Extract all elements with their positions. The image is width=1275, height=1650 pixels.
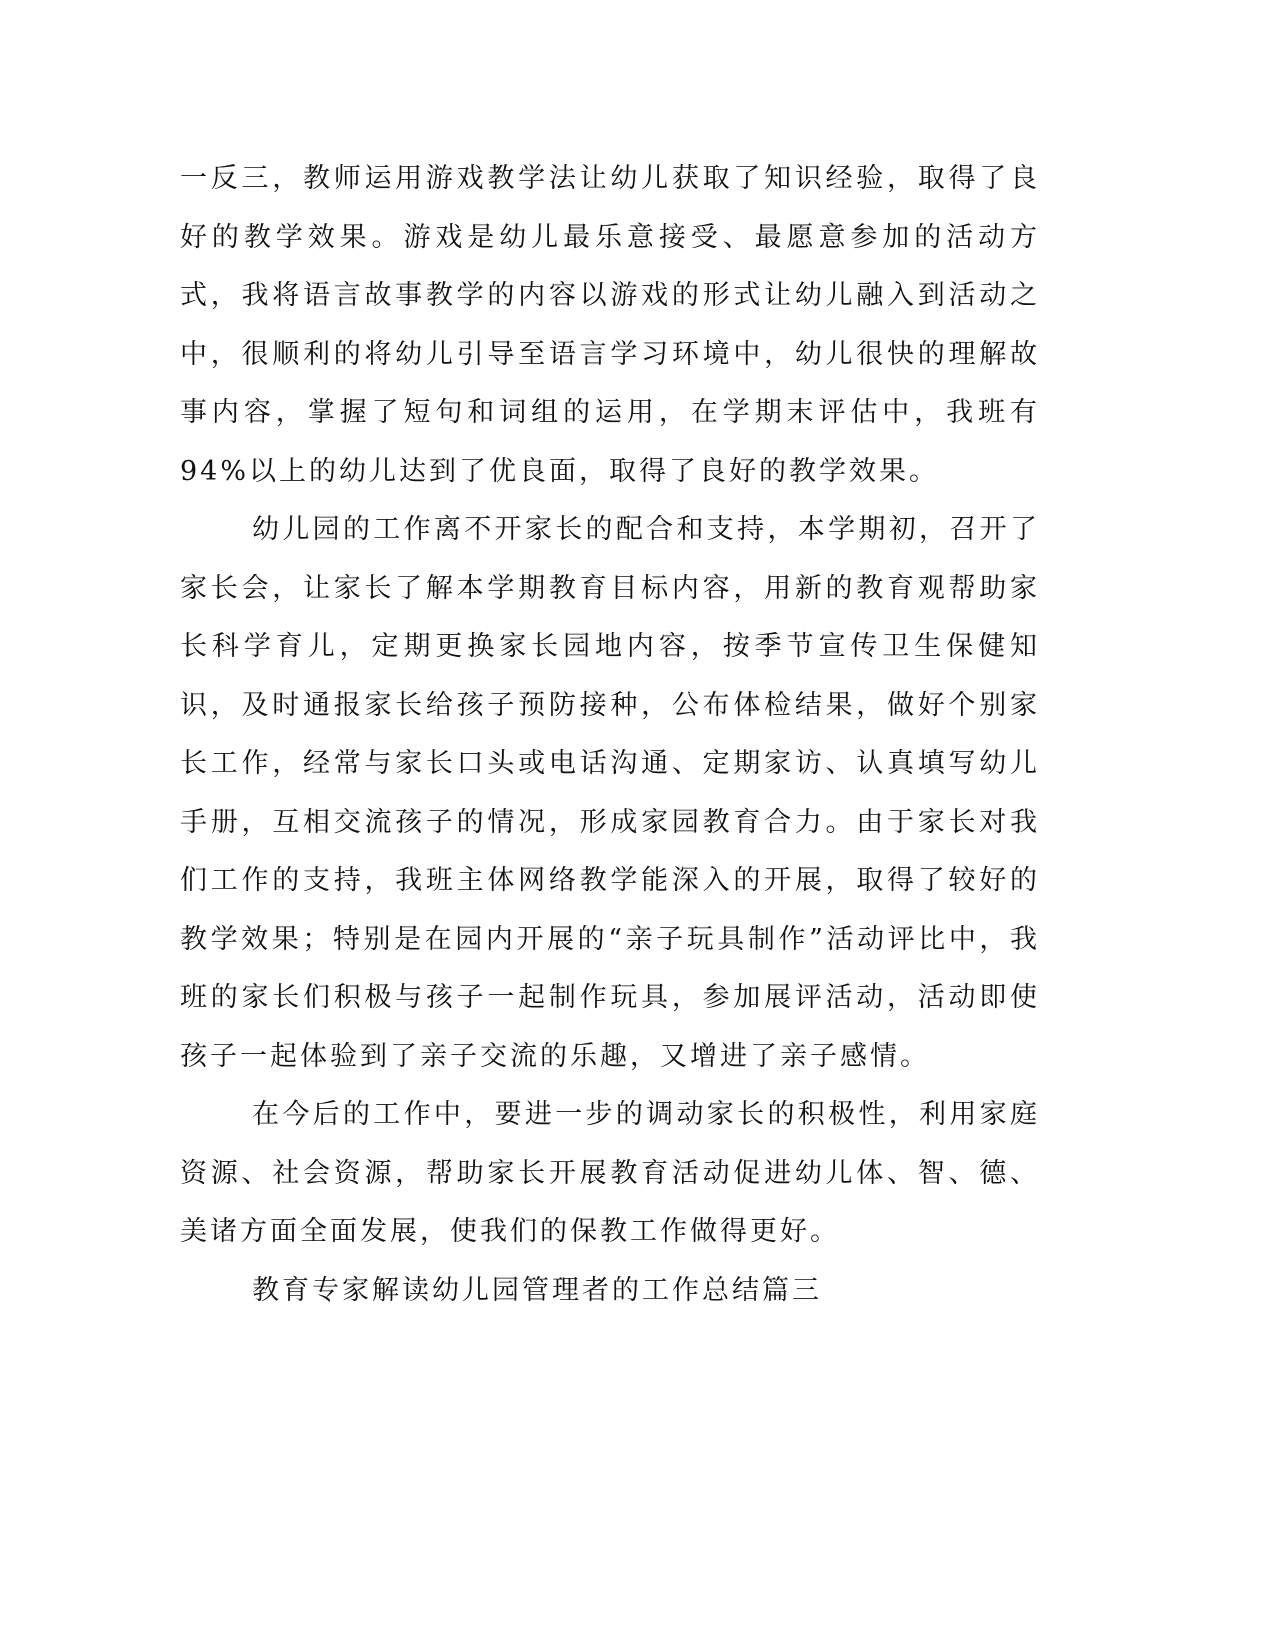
section-heading: 教育专家解读幼儿园管理者的工作总结篇三 — [252, 1274, 822, 1306]
document-body — [180, 150, 1040, 1320]
paragraph-future-work: 在今后的工作中，要进一步的调动家长的积极性，利用家庭资源、社会资源，帮助家长开展教育活动促进幼儿体、智、德、美诸方面全面发展，使我们的保教工作做得更好。 — [180, 1099, 1040, 1247]
paragraph-parent-cooperation: 幼儿园的工作离不开家长的配合和支持，本学期初，召开了家长会，让家长了解本学期教育目标内容，用新的教育观帮助家长科学育儿，定期更换家长园地内容，按季节宣传卫生保健知识，及时通报家长给孩子预防接种，公布体检结果，做好个别家长工作，经常与家长口头或电话沟通、定期家访、认真填写幼儿手册，互相交流孩子的情况，形成家园教育合力。由于家长对我们工作的支持，我班主体网络教学能深入的开展，取得了较好的教学效果；特别是在园内开展的“亲子玩具制作”活动评比中，我班的家长们积极与孩子一起制作玩具，参加展评活动，活动即使孩子一起体验到了亲子交流的乐趣，又增进了亲子感情。 — [180, 514, 1040, 1072]
paragraph-continuation: 一反三，教师运用游戏教学法让幼儿获取了知识经验，取得了良好的教学效果。游戏是幼儿最乐意接受、最愿意参加的活动方式，我将语言故事教学的内容以游戏的形式让幼儿融入到活动之中，很顺利的将幼儿引导至语言学习环境中，幼儿很快的理解故事内容，掌握了短句和词组的运用，在学期末评估中，我班有94%以上的幼儿达到了优良面，取得了良好的教学效果。 — [180, 163, 1040, 487]
